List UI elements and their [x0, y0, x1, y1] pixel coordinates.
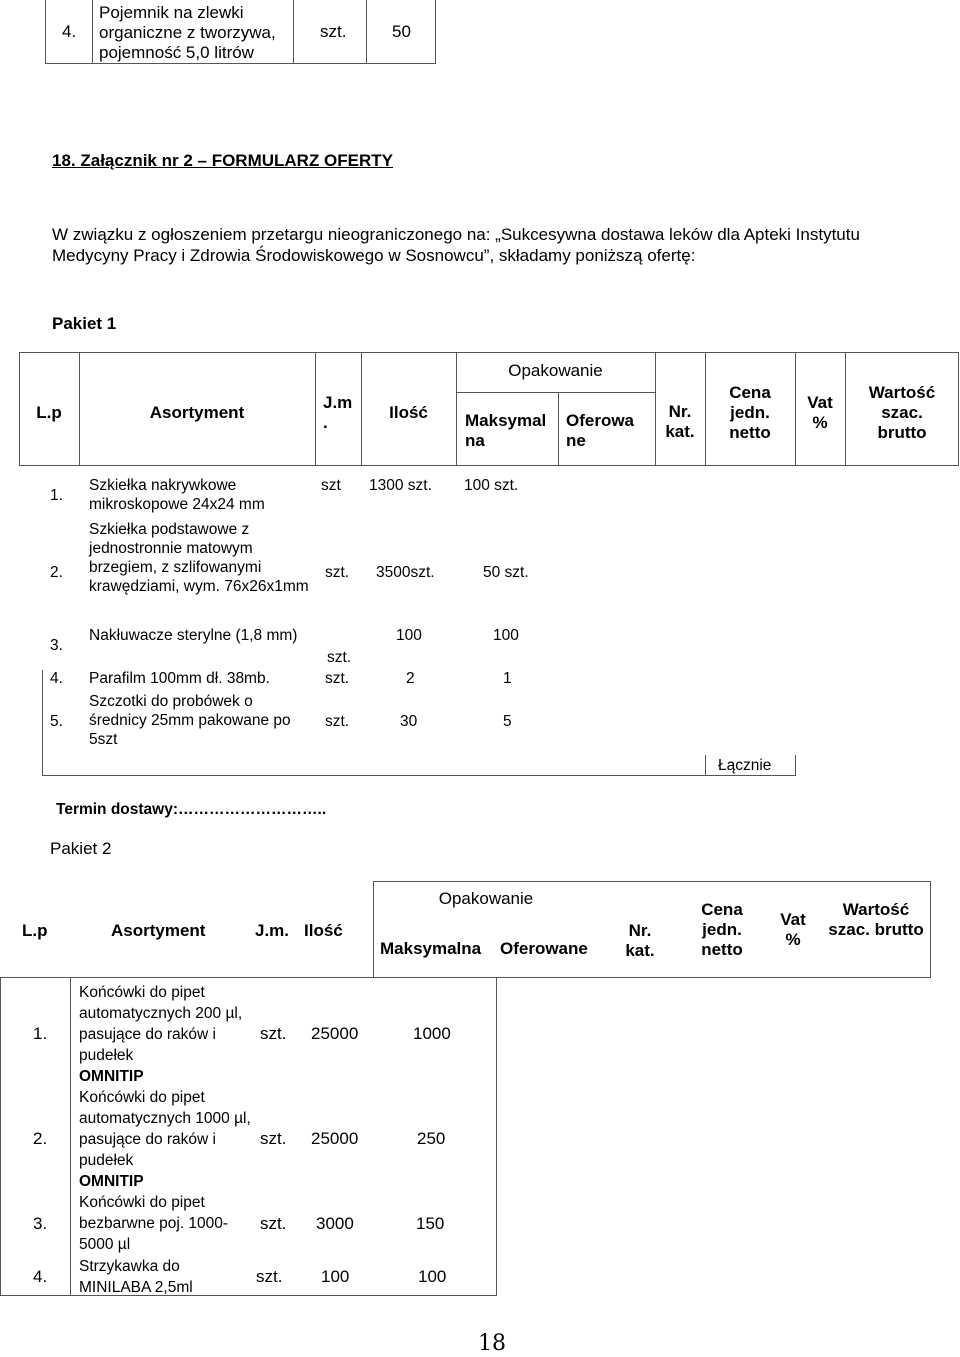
- p2-row3-lp: 3.: [33, 1214, 48, 1233]
- p2-row4-pack: 100: [418, 1267, 447, 1286]
- p2-row1-pack: 1000: [413, 1024, 451, 1043]
- p1-row1-pack: 100 szt.: [464, 477, 519, 494]
- p1-row5-lp: 5.: [50, 713, 63, 730]
- p2-header-nrkat: Nr. kat.: [625, 921, 655, 960]
- p1-header-cena: Cena jedn. netto: [729, 383, 771, 442]
- p1-total-label: Łącznie: [718, 757, 772, 774]
- p2-row1-lp: 1.: [33, 1024, 48, 1043]
- p1-row5-pack: 5: [503, 713, 512, 730]
- p2-row4-lp: 4.: [33, 1267, 48, 1286]
- p2-row1-name: Końcówki do pipet automatycznych 200 µl, pasujące do raków i pudełek: [79, 984, 243, 1064]
- p2-row4-name: Strzykawka do MINILABA 2,5ml: [79, 1258, 193, 1296]
- p1-header-wartosc: Wartość szac. brutto: [868, 383, 936, 442]
- top-row-qty: 50: [392, 22, 411, 41]
- p1-header-opakowanie: Opakowanie: [508, 361, 603, 380]
- p1-row4-pack: 1: [503, 670, 512, 687]
- p1-row1-lp: 1.: [50, 487, 63, 504]
- p1-row5-name: Szczotki do probówek o średnicy 25mm pakowane po 5szt: [89, 693, 291, 748]
- p2-row3-unit: szt.: [260, 1214, 287, 1233]
- p2-header-ilosc: Ilość: [304, 921, 343, 940]
- delivery-term: Termin dostawy:………………………..: [56, 801, 327, 818]
- top-row-lp: 4.: [62, 22, 77, 41]
- p2-header-wartosc: Wartość szac. brutto: [828, 900, 924, 939]
- p1-header-jm: J.m .: [323, 393, 353, 432]
- p2-row2-lp: 2.: [33, 1129, 48, 1148]
- p2-row3-name: Końcówki do pipet bezbarwne poj. 1000-5000 µl: [79, 1194, 229, 1253]
- p2-header-jm: J.m.: [255, 921, 290, 940]
- p2-row2-name-wrap: [79, 1087, 257, 1192]
- p1-row1-qty: 1300 szt.: [369, 477, 432, 494]
- p2-row1-brand: OMNITIP: [79, 1068, 144, 1085]
- p2-header-vat: Vat %: [780, 910, 806, 949]
- p1-header-nrkat: Nr. kat.: [665, 402, 695, 441]
- p1-row1-unit: szt: [321, 477, 341, 494]
- p2-row2-name: Końcówki do pipet automatycznych 1000 µl, pasujące do raków i pudełek: [79, 1089, 251, 1169]
- p1-row5-unit: szt.: [325, 713, 350, 730]
- p2-row3-qty: 3000: [316, 1214, 354, 1233]
- p2-header-cena: Cena jedn. netto: [701, 900, 743, 959]
- intro-paragraph: W związku z ogłoszeniem przetargu nieograniczonego na: „Sukcesywna dostawa leków dla Apteki Instytutu Medycyny Pracy i Zdrowia Środowiskowego w Sosnowcu”, składamy poniższą ofertę:: [52, 225, 860, 265]
- p2-row2-qty: 25000: [311, 1129, 359, 1148]
- p1-row3-pack: 100: [493, 627, 519, 644]
- p2-row4-qty: 100: [321, 1267, 350, 1286]
- p1-row5-qty: 30: [400, 713, 418, 730]
- page-number: 18: [478, 1331, 506, 1356]
- p1-header-vat: Vat %: [807, 393, 833, 432]
- p2-header-asortyment: Asortyment: [111, 921, 206, 940]
- p2-row2-brand: OMNITIP: [79, 1173, 144, 1190]
- p1-row2-pack: 50 szt.: [483, 564, 529, 581]
- p2-row1-name-wrap: [79, 982, 257, 1087]
- p1-row3-unit: szt.: [327, 649, 352, 666]
- p2-row1-unit: szt.: [260, 1024, 287, 1043]
- p2-row2-unit: szt.: [260, 1129, 287, 1148]
- p1-header-asortyment: Asortyment: [149, 403, 245, 422]
- p2-row3-pack: 150: [416, 1214, 445, 1233]
- p1-row4-qty: 2: [406, 670, 415, 687]
- section-heading: 18. Załącznik nr 2 – FORMULARZ OFERTY: [52, 151, 394, 170]
- p1-header-maksymalna: Maksymal na: [465, 411, 547, 450]
- p1-row2-lp: 2.: [50, 564, 63, 581]
- p1-row2-unit: szt.: [325, 564, 350, 581]
- pakiet1-label: Pakiet 1: [52, 314, 117, 333]
- p1-row3-qty: 100: [396, 627, 422, 644]
- p1-header-oferowane: Oferowa ne: [566, 411, 635, 450]
- p1-row4-unit: szt.: [325, 670, 350, 687]
- p2-header-lp: L.p: [22, 921, 48, 940]
- p1-row3-name: Nakłuwacze sterylne (1,8 mm): [89, 627, 298, 644]
- top-row-name: Pojemnik na zlewki organiczne z tworzywa, pojemność 5,0 litrów: [99, 3, 276, 62]
- top-row-unit: szt.: [320, 22, 347, 41]
- p2-header-maksymalna: Maksymalna: [380, 939, 482, 958]
- p2-row2-pack: 250: [417, 1129, 446, 1148]
- p1-row4-name: Parafilm 100mm dł. 38mb.: [89, 670, 270, 687]
- p1-row3-lp: 3.: [50, 637, 63, 654]
- p2-header-opakowanie: Opakowanie: [438, 889, 534, 908]
- p1-row4-lp: 4.: [50, 670, 63, 687]
- p1-row2-name: Szkiełka podstawowe z jednostronnie matowym brzegiem, z szlifowanymi krawędziami, wym. 76x26x1mm: [89, 521, 309, 595]
- p2-header-oferowane: Oferowane: [500, 939, 588, 958]
- pakiet2-label: Pakiet 2: [50, 839, 112, 858]
- p2-row1-qty: 25000: [311, 1024, 359, 1043]
- p2-row4-unit: szt.: [256, 1267, 283, 1286]
- p1-header-ilosc: Ilość: [389, 403, 428, 422]
- p1-header-lp: L.p: [36, 403, 62, 422]
- p1-row2-qty: 3500szt.: [376, 564, 435, 581]
- p1-row1-name: Szkiełka nakrywkowe mikroskopowe 24x24 mm: [89, 477, 265, 513]
